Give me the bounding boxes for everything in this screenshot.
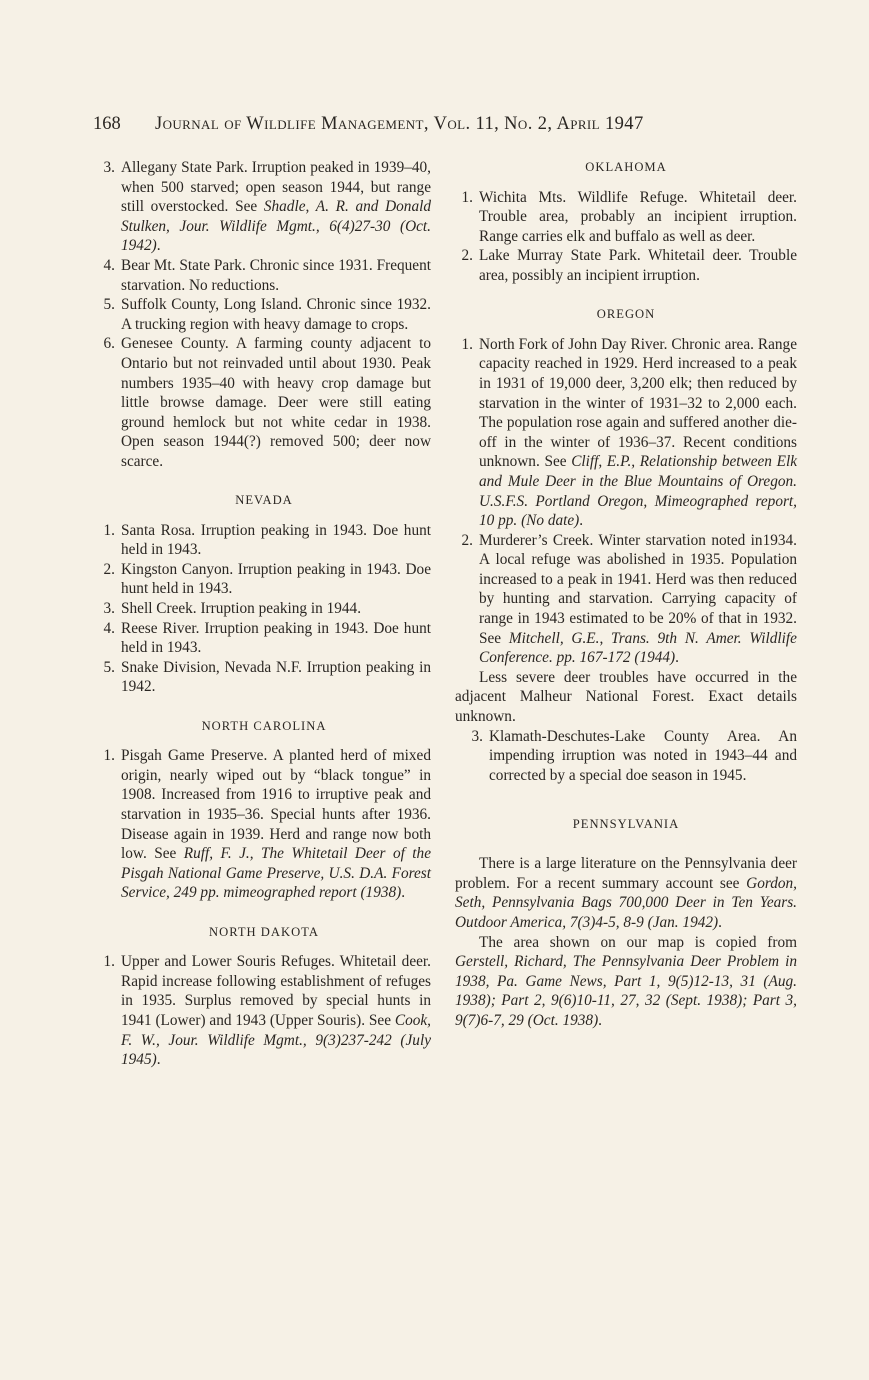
citation: Gerstell, Richard, The Pennsylvania Deer Problem in 1938, Pa. Game News, Part 1, 9(5)12-13, 31 (Aug. 1938); Part 2, 9(6)10-11, 27, 32 (Sept. 1938); Part 3, 9(7)6-7, 29 (Oct. 1938) [455,953,797,1029]
list-item: 1. North Fork of John Day River. Chronic area. Range capacity reached in 1929. Herd increased to a peak in 1931 of 19,000 deer, 3,200 elk; then reduced by starvation in the winter of 1931–32 to 2,000 each. The population rose again and suffered another die-off in the winter of 1936–37. Recent conditions unknown. See Cliff, E.P., Relationship between Elk and Mule Deer in the Blue Mountains of Oregon. U.S.F.S. Portland Oregon, Mimeographed report, 10 pp. (No date). [461,335,797,530]
citation: Cook, F. W., Jour. Wildlife Mgmt., 9(3)237-242 (July 1945) [121,1011,431,1069]
section-heading-nevada: NEVADA [235,493,293,508]
list-item: 5. Suffolk County, Long Island. Chronic since 1932. A trucking region with heavy damage to crops. [103,296,431,333]
list-item: 4. Reese River. Irruption peaking in 1943. Doe hunt held in 1943. [103,619,431,657]
section-heading-north-carolina: NORTH CAROLINA [201,718,327,733]
list-item: 5. Snake Division, Nevada N.F. Irruption peaking in 1942. [103,658,431,696]
list-item: 3. Shell Creek. Irruption peaking in 1944. [103,600,362,618]
list-item: 2. Lake Murray State Park. Whitetail deer. Trouble area, possibly an incipient irruption. [461,247,797,284]
running-title: Journal of Wildlife Management, Vol. 11, No. 2, April 1947 [155,114,644,134]
list-item: 1. Pisgah Game Preserve. A planted herd of mixed origin, nearly wiped out by “black tongue” in 1908. Increased from 1916 to irruptive peak and starvation in 1935–36. Special hunts after 1936. Disease again in 1939. Herd and range now both low. See Ruff, F. J., The Whitetail Deer of the Pisgah National Game Preserve, U.S. D.A. Forest Service, 249 pp. mimeographed report (1938). [103,747,431,902]
paragraph: Less severe deer troubles have occurred in the adjacent Malheur National Forest. Exact details unknown. [455,668,797,726]
list-item: 3. Allegany State Park. Irruption peaked in 1939–40, when 500 starved; open season 1944, but range still overstocked. See Shadle, A. R. and Donald Stulken, Jour. Wildlife Mgmt., 6(4)27-30 (Oct. 1942). [103,159,431,255]
list-item: 4. Bear Mt. State Park. Chronic since 1931. Frequent starvation. No reductions. [103,256,431,294]
right-column [455,158,797,1031]
section-heading-oregon: OREGON [596,307,656,322]
citation: Gordon, Seth, Pennsylvania Bags 700,000 Deer in Ten Years. Outdoor America, 7(3)4-5, 8-9 (Jan. 1942) [455,874,797,931]
list-item: 6. Genesee County. A farming county adjacent to Ontario but not reinvaded until about 1930. Peak numbers 1935–40 with heavy crop damage but little browse damage. Deer were still eating ground hemlock but not white cedar in 1938. Open season 1944(?) removed 500; deer now scarce. [103,335,431,470]
list-item: 1. Santa Rosa. Irruption peaking in 1943. Doe hunt held in 1943. [103,521,431,559]
left-column [97,158,431,1070]
list-item: 1. Wichita Mts. Wildlife Refuge. Whitetail deer. Trouble area, probably an incipient irruption. Range carries elk and buffalo as well as deer. [461,188,797,245]
citation: Shadle, A. R. and Donald Stulken, Jour. Wildlife Mgmt., 6(4)27-30 (Oct. 1942) [121,198,431,255]
page-number: 168 [93,114,121,134]
section-heading-oklahoma: OKLAHOMA [585,160,667,174]
paragraph: There is a large literature on the Pennsylvania deer problem. For a recent summary account see Gordon, Seth, Pennsylvania Bags 700,000 Deer in Ten Years. Outdoor America, 7(3)4-5, 8-9 (Jan. 1942). [455,855,797,931]
section-heading-north-dakota: NORTH DAKOTA [209,924,319,939]
page-header [93,112,733,136]
paragraph: The area shown on our map is copied from Gerstell, Richard, The Pennsylvania Deer Problem in 1938, Pa. Game News, Part 1, 9(5)12-13, 31 (Aug. 1938); Part 2, 9(6)10-11, 27, 32 (Sept. 1938); Part 3, 9(7)6-7, 29 (Oct. 1938). [455,933,797,1029]
list-item: 1. Upper and Lower Souris Refuges. Whitetail deer. Rapid increase following establishment of refuges in 1935. Surplus removed by special hunts in 1941 (Lower) and 1943 (Upper Souris). See Cook, F. W., Jour. Wildlife Mgmt., 9(3)237-242 (July 1945). [103,953,431,1069]
citation: Mitchell, G.E., Trans. 9th N. Amer. Wildlife Conference. pp. 167-172 (1944) [479,629,797,667]
list-item: 2. Murderer’s Creek. Winter starvation noted in1934. A local refuge was abolished in 1935. Population increased to a peak in 1941. Herd was then reduced by hunting and starvation. Carrying capacity of range in 1943 estimated to be 20% of that in 1932. See Mitchell, G.E., Trans. 9th N. Amer. Wildlife Conference. pp. 167-172 (1944). [461,531,797,667]
section-heading-pennsylvania: PENNSYLVANIA [572,817,680,831]
citation: Cliff, E.P., Relationship between Elk and Mule Deer in the Blue Mountains of Oregon. U.S.F.S. Portland Oregon, Mimeographed report, 10 pp. (No date) [479,453,797,530]
list-item: 3. Klamath-Deschutes-Lake County Area. An impending irruption was noted in 1943–44 and corrected by a special doe season in 1945. [471,727,797,784]
list-item: 2. Kingston Canyon. Irruption peaking in 1943. Doe hunt held in 1943. [103,560,431,598]
citation: Ruff, F. J., The Whitetail Deer of the Pisgah National Game Preserve, U.S. D.A. Forest Service, 249 pp. mimeographed report (1938) [121,845,431,902]
